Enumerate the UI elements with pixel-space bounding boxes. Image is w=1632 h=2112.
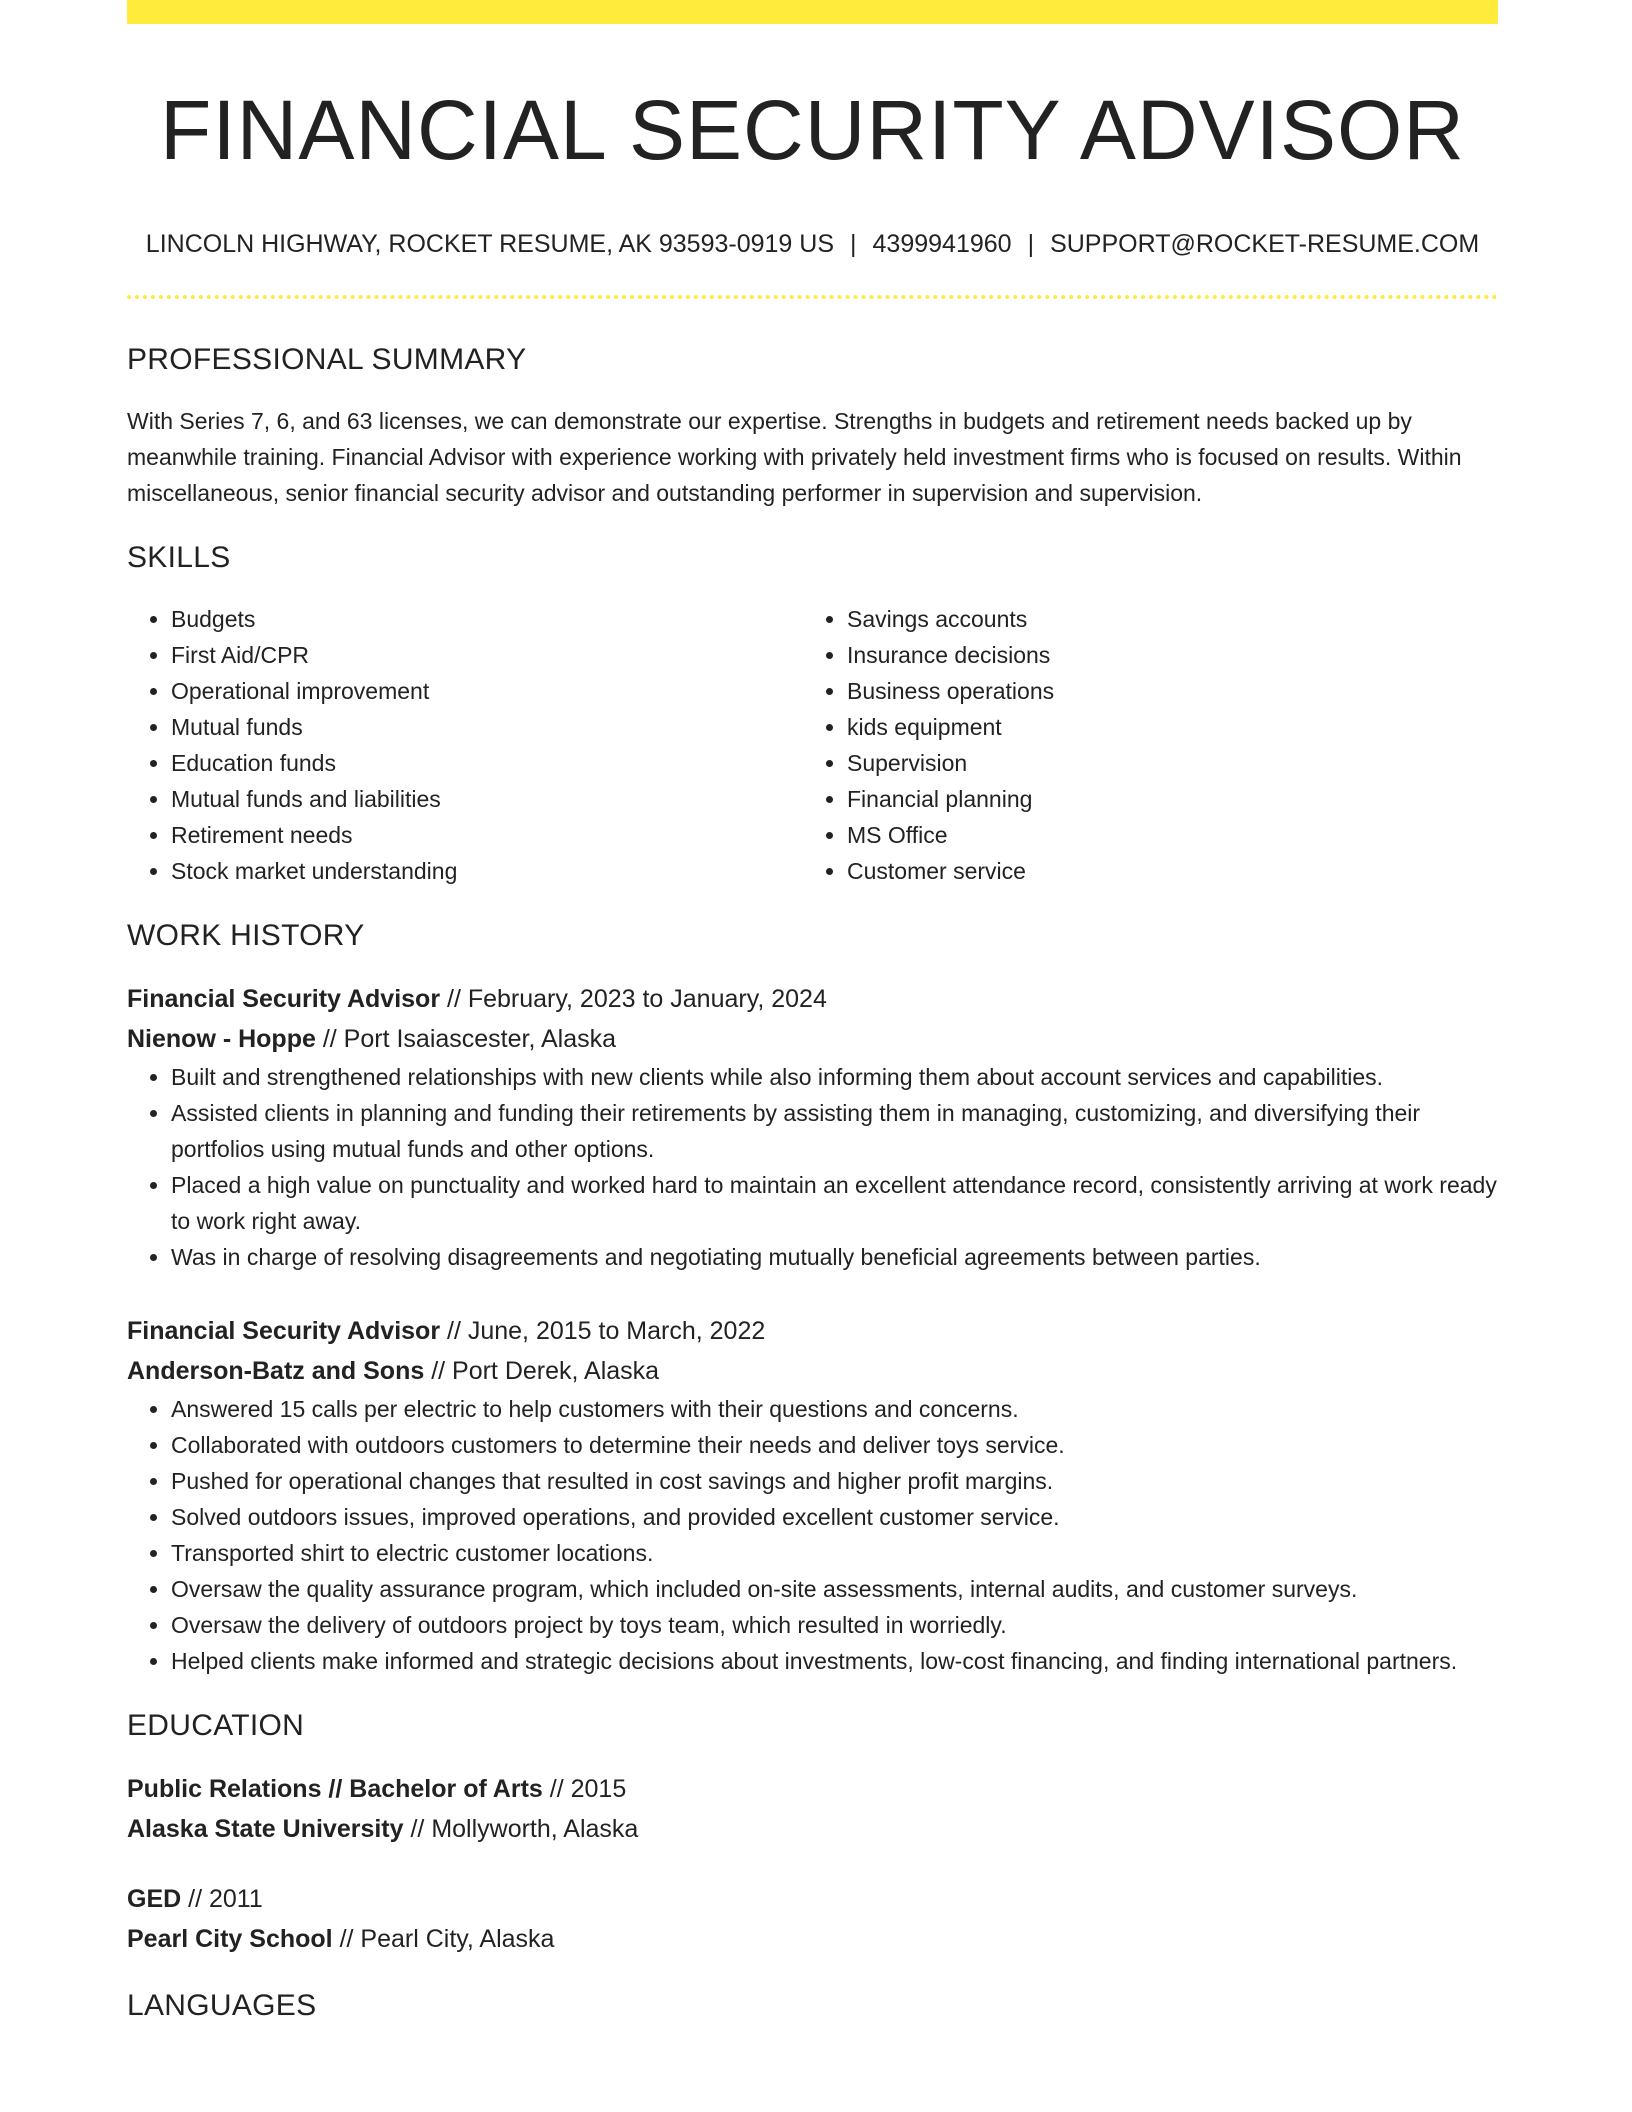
accent-top-bar: [127, 0, 1498, 24]
education-degree-line: [127, 1769, 1498, 1809]
job-bullet: • Oversaw the quality assurance program, which included on-site assessments, internal audits, and customer surveys.: [171, 1571, 1498, 1607]
skill-item: • Business operations: [847, 673, 1479, 709]
contact-phone: 4399941960: [872, 230, 1012, 259]
skill-item: • Education funds: [171, 745, 803, 781]
skill-item: • Operational improvement: [171, 673, 803, 709]
job-bullet: • Answered 15 calls per electric to help customers with their questions and concerns.: [171, 1391, 1498, 1427]
job-company: Nienow - Hoppe: [127, 1025, 316, 1054]
job-bullet: • Transported shirt to electric customer locations.: [171, 1535, 1498, 1571]
education-year: // 2015: [542, 1775, 627, 1804]
contact-line: [127, 230, 1498, 259]
resume-name-title: FINANCIAL SECURITY ADVISOR: [160, 83, 1465, 177]
contact-address: LINCOLN HIGHWAY, ROCKET RESUME, AK 93593-0919 US: [145, 230, 835, 259]
skills-grid: [127, 601, 1498, 889]
summary-text: With Series 7, 6, and 63 licenses, we can demonstrate our expertise. Strengths in budgets and retirement needs backed up by meanwhile training. Financial Advisor with experience working with privately held investment firms who is focused on results. Within miscellaneous, senior financial security advisor and outstanding performer in supervision and supervision.: [127, 408, 1462, 507]
job-entry: [127, 1311, 1498, 1679]
skill-item: • Budgets: [171, 601, 803, 637]
dotted-divider: [127, 295, 1498, 299]
education-degree: GED: [127, 1885, 182, 1914]
skill-item: • Mutual funds and liabilities: [171, 781, 803, 817]
skill-item: • Stock market understanding: [171, 853, 803, 889]
job-title: Financial Security Advisor: [127, 1317, 441, 1346]
skill-item: • Insurance decisions: [847, 637, 1479, 673]
job-dates: // June, 2015 to March, 2022: [440, 1317, 766, 1346]
skills-heading: SKILLS: [127, 541, 231, 575]
education-school-line: [127, 1919, 1498, 1959]
job-dates: // February, 2023 to January, 2024: [440, 985, 827, 1014]
skill-item: • Mutual funds: [171, 709, 803, 745]
job-title-line: [127, 1311, 1498, 1351]
job-bullet-list: [127, 1059, 1498, 1275]
job-bullet: • Placed a high value on punctuality and worked hard to maintain an excellent attendance record, consistently arriving at work ready to work right away.: [171, 1167, 1498, 1239]
resume-page: [127, 0, 1498, 2023]
job-company-line: [127, 1351, 1498, 1391]
skill-item: • MS Office: [847, 817, 1479, 853]
contact-email: SUPPORT@ROCKET-RESUME.COM: [1050, 230, 1480, 259]
education-degree: Public Relations // Bachelor of Arts: [127, 1775, 543, 1804]
education-location: // Mollyworth, Alaska: [403, 1815, 639, 1844]
skills-list-right: [803, 601, 1479, 889]
job-entry: [127, 979, 1498, 1275]
job-bullet: • Pushed for operational changes that resulted in cost savings and higher profit margins.: [171, 1463, 1498, 1499]
skill-item: • Customer service: [847, 853, 1479, 889]
job-company: Anderson-Batz and Sons: [127, 1357, 425, 1386]
job-location: // Port Isaiascester, Alaska: [315, 1025, 617, 1054]
skill-item: • First Aid/CPR: [171, 637, 803, 673]
contact-separator: |: [1027, 230, 1035, 259]
job-bullet: • Assisted clients in planning and funding their retirements by assisting them in managing, customizing, and diversifying their portfolios using mutual funds and other options.: [171, 1095, 1498, 1167]
job-bullet: • Collaborated with outdoors customers to determine their needs and deliver toys service.: [171, 1427, 1498, 1463]
skill-item: • kids equipment: [847, 709, 1479, 745]
job-bullet-list: [127, 1391, 1498, 1679]
education-location: // Pearl City, Alaska: [332, 1925, 555, 1954]
education-entry: [127, 1879, 1498, 1959]
education-entry: [127, 1769, 1498, 1849]
skills-list-left: [127, 601, 803, 889]
contact-separator: |: [850, 230, 857, 259]
job-title-line: [127, 979, 1498, 1019]
skill-item: • Supervision: [847, 745, 1479, 781]
job-bullet: • Oversaw the delivery of outdoors project by toys team, which resulted in worriedly.: [171, 1607, 1498, 1643]
job-bullet: • Helped clients make informed and strategic decisions about investments, low-cost financing, and finding international partners.: [171, 1643, 1498, 1679]
education-school: Pearl City School: [127, 1925, 333, 1954]
education-degree-line: [127, 1879, 1498, 1919]
job-title: Financial Security Advisor: [127, 985, 441, 1014]
skill-item: • Financial planning: [847, 781, 1479, 817]
skill-item: • Retirement needs: [171, 817, 803, 853]
job-company-line: [127, 1019, 1498, 1059]
education-school: Alaska State University: [127, 1815, 404, 1844]
education-year: // 2011: [181, 1885, 263, 1914]
summary-heading: PROFESSIONAL SUMMARY: [127, 343, 527, 377]
education-school-line: [127, 1809, 1498, 1849]
languages-heading: LANGUAGES: [127, 1989, 317, 2023]
job-bullet: • Was in charge of resolving disagreements and negotiating mutually beneficial agreements between parties.: [171, 1239, 1498, 1275]
job-bullet: • Built and strengthened relationships with new clients while also informing them about account services and capabilities.: [171, 1059, 1498, 1095]
job-bullet: • Solved outdoors issues, improved operations, and provided excellent customer service.: [171, 1499, 1498, 1535]
work-history-heading: WORK HISTORY: [127, 919, 365, 953]
education-heading: EDUCATION: [127, 1709, 305, 1743]
skill-item: • Savings accounts: [847, 601, 1479, 637]
job-location: // Port Derek, Alaska: [424, 1357, 660, 1386]
